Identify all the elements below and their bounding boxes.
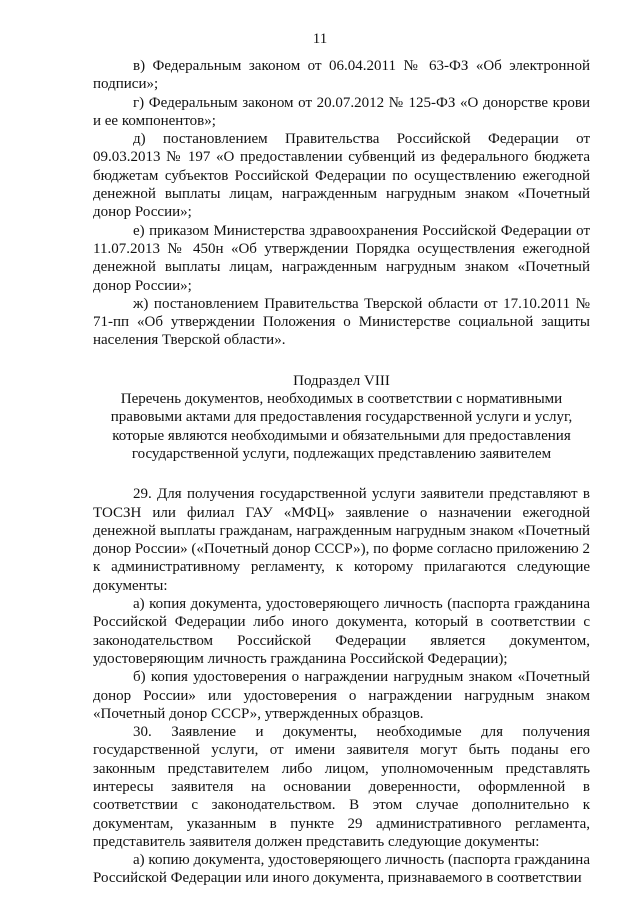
paragraph-29-a: а) копия документа, удостоверяющего личность (паспорта гражданина Российской Федерации либо иного документа, который в соответствии с законодательством Российской Федерации является документом, удостоверяющим личность гражданина Российской Федерации);: [93, 596, 590, 667]
paragraph-30: 30. Заявление и документы, необходимые для получения государственной услуги, от имени заявителя могут быть поданы его законным представителем либо лицом, уполномоченным представлять интересы заявителя на основании доверенности, оформленной в соответствии с законодательством. В этом случае дополнительно к документам, указанным в пункте 29 административного регламента, представитель заявителя должен представить следующие документы:: [93, 724, 590, 850]
paragraph-item-e: е) приказом Министерства здравоохранения Российской Федерации от 11.07.2013 № 450н «Об утверждении Порядка осуществления ежегодной денежной выплаты лицам, награжденным нагрудным знаком «Почетный донор России»;: [93, 222, 590, 294]
subsection-title-line: Перечень документов, необходимых в соответствии с нормативными: [120, 391, 563, 408]
paragraph-item-g: г) Федеральным законом от 20.07.2012 № 125-ФЗ «О донорстве крови и ее компонентов»;: [93, 94, 590, 129]
paragraph-item-v: в) Федеральным законом от 06.04.2011 № 63-ФЗ «Об электронной подписи»;: [93, 58, 590, 93]
page-number: 11: [312, 31, 328, 47]
subsection-title-line: которые являются необходимыми и обязательными для предоставления: [112, 427, 571, 444]
subsection-title-line: государственной услуги, подлежащих представлению заявителем: [131, 445, 552, 462]
subsection-title-line: правовыми актами для предоставления государственной услуги и услуг,: [110, 409, 573, 426]
document-body: [93, 57, 590, 888]
subsection-label: Подраздел VIII: [293, 372, 390, 389]
paragraph-item-zh: ж) постановлением Правительства Тверской области от 17.10.2011 № 71-пп «Об утверждении Положения о Министерстве социальной защиты населения Тверской области».: [93, 295, 590, 349]
paragraph-item-d: д) постановлением Правительства Российской Федерации от 09.03.2013 № 197 «О предоставлении субвенций из федерального бюджета бюджетам субъектов Российской Федерации по осуществлению ежегодной денежной выплаты лицам, награжденным нагрудным знаком «Почетный донор России»;: [93, 131, 590, 221]
subsection-heading: [93, 372, 590, 463]
paragraph-29-b: б) копия удостоверения о награждении нагрудным знаком «Почетный донор России» или удостоверения о награждении нагрудным знаком «Почетный донор СССР», утвержденных образцов.: [93, 669, 590, 722]
paragraph-30-a: а) копию документа, удостоверяющего личность (паспорта гражданина Российской Федерации или иного документа, признаваемого в соответствии: [93, 852, 590, 887]
paragraph-29: 29. Для получения государственной услуги заявители представляют в ТОСЗН или филиал ГАУ «МФЦ» заявление о назначении ежегодной денежной выплаты гражданам, награжденным нагрудным знаком «Почетный донор России» («Почетный донор СССР»), по форме согласно приложению 2 к административному регламенту, к которому прилагаются следующие документы:: [93, 486, 590, 594]
